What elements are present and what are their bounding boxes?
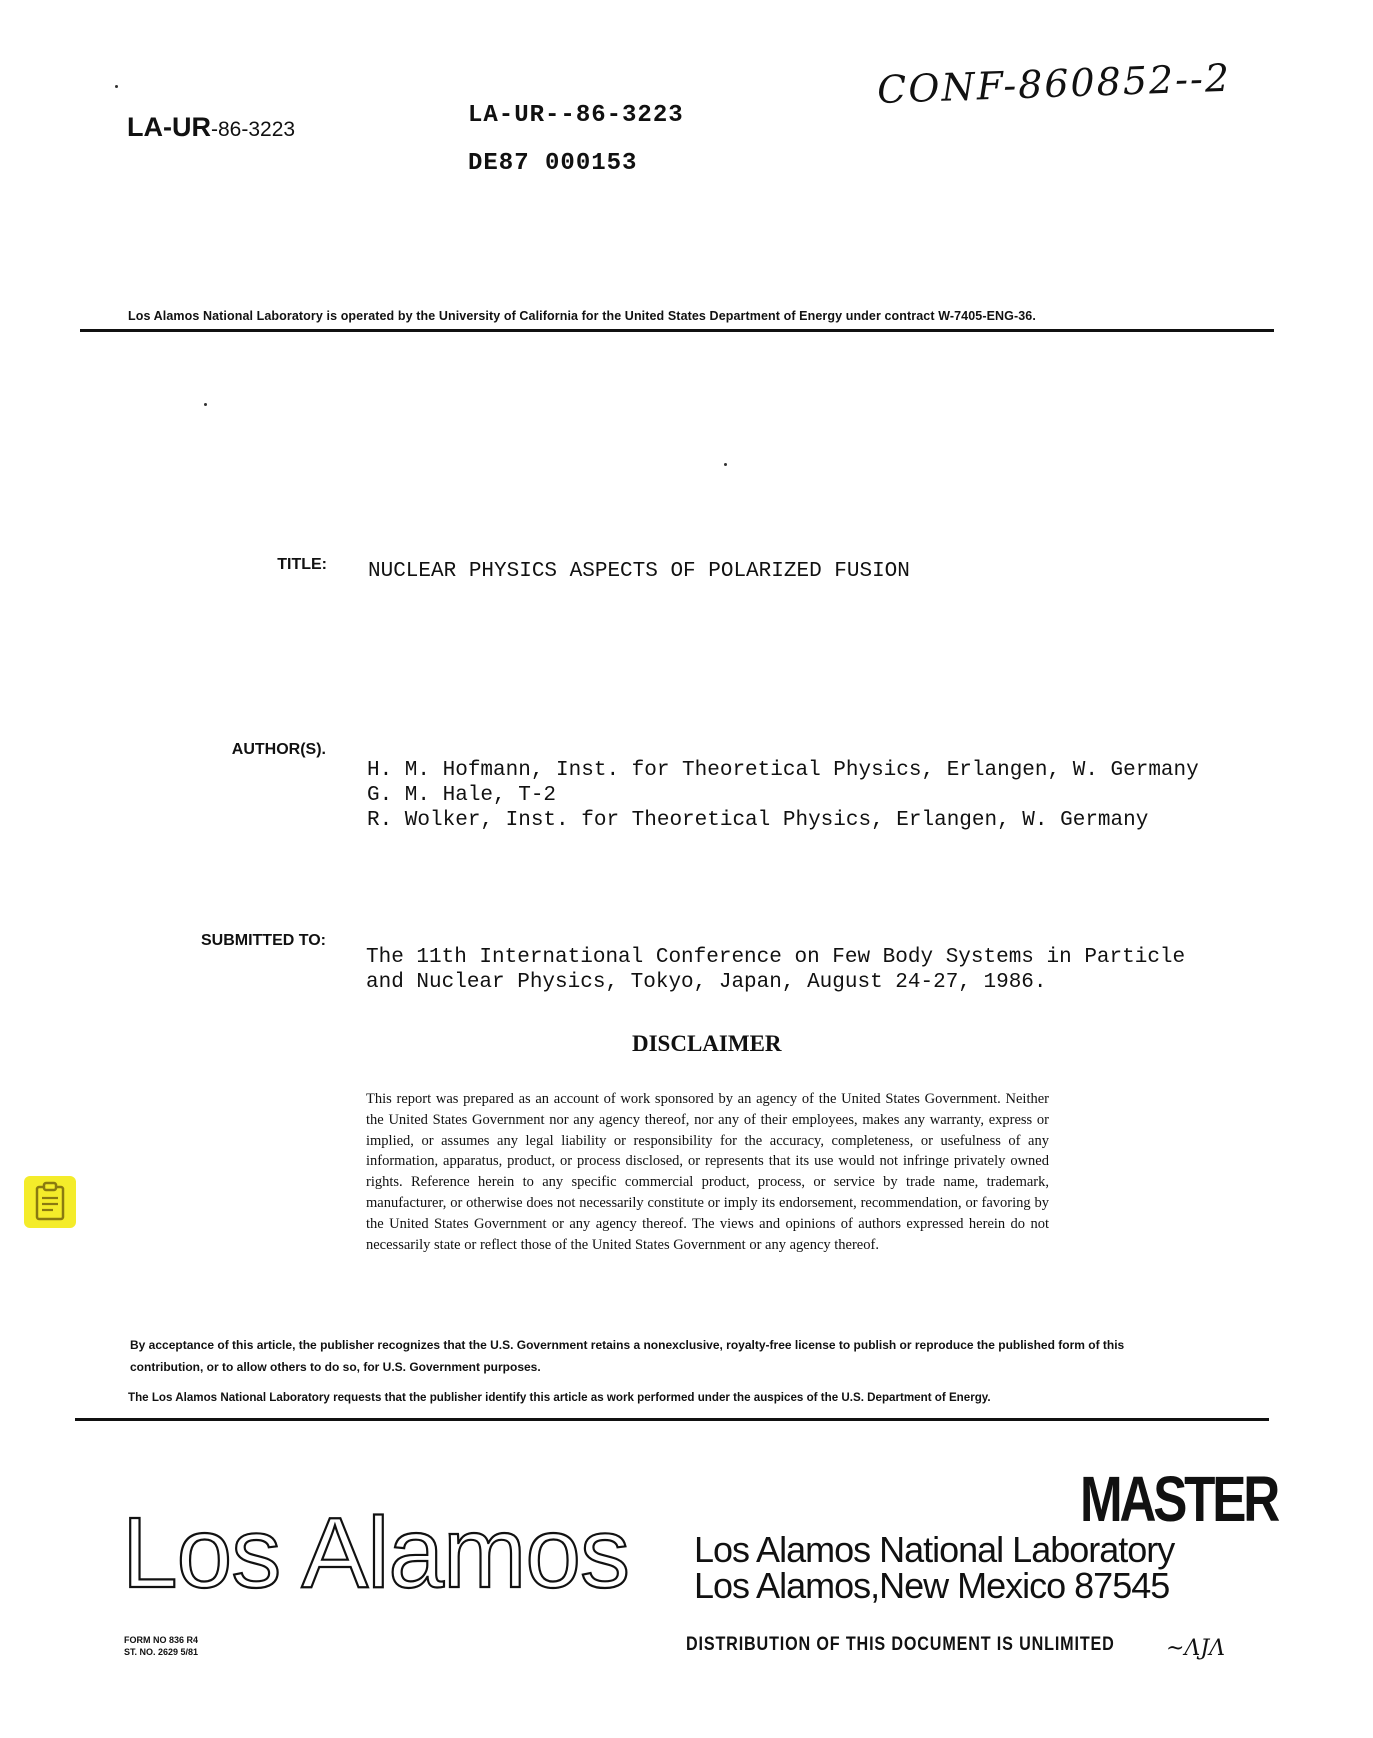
operated-by-statement: Los Alamos National Laboratory is operated by the University of California for the United States Department of Energy under contract W-7405-ENG-36.: [128, 309, 1036, 323]
venue-line: and Nuclear Physics, Tokyo, Japan, August 24-27, 1986.: [366, 971, 1047, 994]
los-alamos-logo: Los Alamos: [122, 1497, 629, 1609]
lab-name: Los Alamos National Laboratory: [694, 1529, 1175, 1570]
report-number-prefix: LA-UR: [127, 112, 211, 142]
speck: [204, 403, 207, 406]
footer-rule: [75, 1418, 1269, 1421]
lab-address: Los Alamos,New Mexico 87545: [694, 1565, 1170, 1606]
venue-line: The 11th International Conference on Few Body Systems in Particle: [366, 946, 1186, 969]
report-number: [127, 112, 295, 143]
distribution-statement: DISTRIBUTION OF THIS DOCUMENT IS UNLIMITED: [686, 1634, 1115, 1655]
submitted-venue: [366, 945, 1185, 995]
lab-identity: [694, 1529, 1175, 1606]
title-label: TITLE:: [277, 556, 327, 573]
document-title: NUCLEAR PHYSICS ASPECTS OF POLARIZED FUSION: [368, 560, 910, 583]
authors-list: [367, 758, 1199, 833]
identify-note: The Los Alamos National Laboratory requests that the publisher identify this article as work performed under the auspices of the U.S. Department of Energy.: [128, 1391, 991, 1404]
clipboard-note-icon-graphic: [24, 1176, 76, 1228]
disclaimer-body: This report was prepared as an account of work sponsored by an agency of the United States Government. Neither the United States Government nor any agency thereof, nor any of their employees, makes any warranty, express or implied, or assumes any legal liability or responsibility for the accuracy, completeness, or usefulness of any information, apparatus, product, or process disclosed, or represents that its use would not infringe privately owned rights. Reference herein to any specific commercial product, process, or service by trade name, trademark, manufacturer, or otherwise does not necessarily constitute or imply its endorsement, recommendation, or favoring by the United States Government or any agency thereof. The views and opinions of authors expressed herein do not necessarily state or reflect those of the United States Government or any agency thereof.: [366, 1091, 1049, 1253]
submitted-label: SUBMITTED TO:: [200, 932, 326, 949]
form-number-line: ST. NO. 2629 5/81: [124, 1647, 199, 1657]
clipboard-note-icon[interactable]: [24, 1176, 76, 1228]
author-line: R. Wolker, Inst. for Theoretical Physics, Erlangen, W. Germany: [367, 809, 1149, 832]
acceptance-note: By acceptance of this article, the publisher recognizes that the U.S. Government retains a nonexclusive, royalty-free license to publish or reproduce the published form of this contribution, or to allow others to do so, for U.S. Government purposes.: [130, 1338, 1125, 1374]
disclaimer-heading: DISCLAIMER: [632, 1031, 782, 1056]
header-rule: [80, 329, 1274, 332]
author-line: G. M. Hale, T-2: [367, 784, 557, 807]
corner-mark: ~ΛJΛ: [1166, 1636, 1226, 1661]
form-number: [124, 1634, 198, 1658]
handwritten-conf-number: CONF-860852--2: [876, 55, 1232, 112]
author-line: H. M. Hofmann, Inst. for Theoretical Physics, Erlangen, W. Germany: [367, 759, 1199, 782]
report-number-typed: LA-UR--86-3223: [468, 102, 684, 129]
master-stamp: MASTER: [1080, 1463, 1277, 1535]
doe-number: DE87 000153: [468, 150, 638, 177]
report-number-suffix: -86-3223: [210, 118, 296, 141]
speck: [115, 85, 118, 88]
authors-label: AUTHOR(S).: [231, 741, 326, 758]
speck: [724, 463, 727, 466]
form-number-line: FORM NO 836 R4: [124, 1635, 199, 1645]
